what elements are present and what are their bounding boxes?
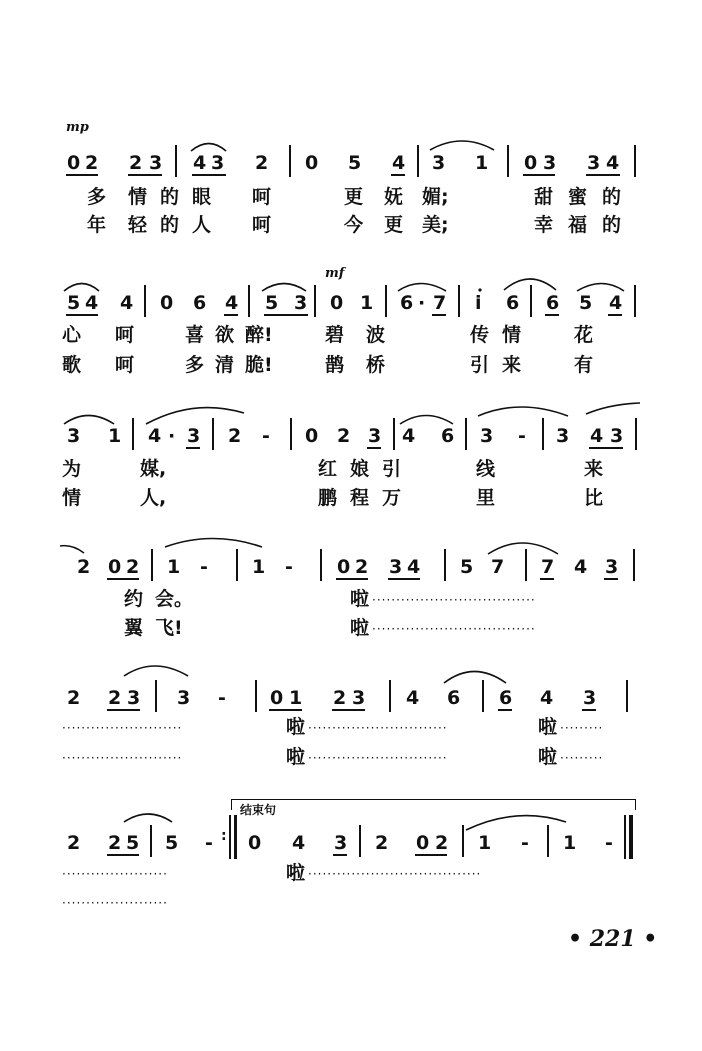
note: 5	[348, 152, 362, 174]
note: 1	[252, 556, 266, 578]
lyric: 醉!	[245, 324, 273, 346]
note: 4	[540, 687, 554, 709]
note: 0	[248, 832, 262, 854]
note: 3	[389, 556, 403, 578]
dynamic-mf: mf	[325, 266, 345, 281]
note: -	[218, 687, 226, 709]
note: 1	[475, 152, 489, 174]
melisma-dots: ····································	[308, 867, 482, 881]
ending-label: 结束句	[240, 803, 277, 817]
note: 1	[108, 425, 122, 447]
lyric: 歌	[62, 354, 82, 376]
lyric: 的	[602, 186, 622, 208]
note: 4	[606, 152, 620, 174]
note: 4	[406, 687, 420, 709]
note: 2	[77, 556, 91, 578]
lyric: 喜	[185, 324, 205, 346]
melisma-dots: ·····························	[308, 751, 448, 765]
note: 3	[211, 152, 225, 174]
melisma-dots: ·························	[62, 751, 183, 765]
note: 4	[193, 152, 207, 174]
lyric: 引	[470, 354, 490, 376]
lyric: 的	[160, 214, 180, 236]
slur	[466, 816, 566, 830]
lyric: 更	[344, 186, 364, 208]
lyric: 引	[382, 458, 402, 480]
note: 1	[167, 556, 181, 578]
lyric: 呵	[115, 354, 135, 376]
lyric: 呵	[252, 186, 272, 208]
note: 5	[165, 832, 179, 854]
note: 3	[610, 425, 624, 447]
lyric: 脆!	[245, 354, 273, 376]
note: -	[205, 832, 213, 854]
slur	[64, 416, 114, 425]
melisma-dots: ·························	[62, 721, 183, 735]
note: 7	[541, 556, 555, 578]
melisma-dots: ··································	[372, 593, 536, 607]
lyric: 里	[476, 487, 496, 509]
note: 7	[433, 292, 447, 314]
note: 3	[67, 425, 81, 447]
note: 4	[120, 292, 134, 314]
lyric: 线	[476, 458, 496, 480]
note: 6	[400, 292, 414, 314]
lyric: 为	[62, 458, 82, 480]
lyric: 鹏	[318, 487, 338, 509]
note: 3	[587, 152, 601, 174]
note: 4	[402, 425, 416, 447]
slur	[444, 672, 506, 684]
page-number: • 221 •	[568, 926, 658, 952]
slur	[478, 407, 568, 416]
lyric: 啦	[350, 588, 370, 610]
note: 6	[193, 292, 207, 314]
note: 1	[478, 832, 492, 854]
lyric: 情	[502, 324, 522, 346]
lyric: 比	[584, 487, 604, 509]
slur	[64, 284, 99, 292]
note: ·	[168, 425, 176, 447]
note: 2	[85, 152, 99, 174]
note: 0	[270, 687, 284, 709]
note: 0	[305, 425, 319, 447]
slur	[124, 814, 172, 822]
note: 0	[330, 292, 344, 314]
note: 4	[225, 292, 239, 314]
lyric: 娘	[350, 458, 370, 480]
note: 0	[305, 152, 319, 174]
note: 4	[609, 292, 623, 314]
repeat-dots: :	[221, 828, 227, 844]
note: 0	[108, 556, 122, 578]
note: 3	[480, 425, 494, 447]
note: 1	[289, 687, 303, 709]
note: 3	[432, 152, 446, 174]
lyric: 的	[160, 186, 180, 208]
note: 2	[67, 832, 81, 854]
note: 3	[543, 152, 557, 174]
note: 3	[187, 425, 201, 447]
lyric: 的	[602, 214, 622, 236]
lyric: 媚;	[422, 186, 449, 208]
lyric: 美;	[422, 214, 449, 236]
note: 6	[506, 292, 520, 314]
lyric: 更	[384, 214, 404, 236]
lyric: 花	[574, 324, 594, 346]
lyric: 甜	[534, 186, 554, 208]
note: 3	[556, 425, 570, 447]
slur	[191, 144, 226, 152]
note: -	[518, 425, 526, 447]
lyric: 波	[366, 324, 386, 346]
slur	[488, 543, 558, 554]
lyric: 啦	[538, 716, 558, 738]
tie	[60, 546, 84, 553]
lyric: 情	[62, 487, 82, 509]
slur	[262, 284, 306, 292]
note: -	[521, 832, 529, 854]
note: -	[262, 425, 270, 447]
slur	[124, 666, 188, 676]
note: 3	[127, 687, 141, 709]
melisma-dots: ······················	[62, 896, 168, 910]
note: 0	[160, 292, 174, 314]
note: 0	[524, 152, 538, 174]
lyric: 媒,	[140, 458, 167, 480]
slur	[165, 539, 262, 548]
lyric: 啦	[286, 716, 306, 738]
melisma-dots: ·········	[560, 751, 604, 765]
note: 6	[546, 292, 560, 314]
note: 2	[333, 687, 347, 709]
octave-dot	[478, 288, 481, 291]
lyric: 桥	[366, 354, 386, 376]
note: 3	[177, 687, 191, 709]
lyric: 妩	[384, 186, 404, 208]
note: 5	[67, 292, 81, 314]
lyric: 红	[318, 458, 338, 480]
lyric: 啦	[286, 862, 306, 884]
note: 2	[435, 832, 449, 854]
note: 2	[108, 832, 122, 854]
note: 3	[583, 687, 597, 709]
lyric: 啦	[286, 746, 306, 768]
slur	[400, 416, 453, 425]
note: 4	[590, 425, 604, 447]
slur	[577, 284, 624, 292]
note: 5	[126, 832, 140, 854]
dynamic-mp: mp	[66, 120, 89, 135]
lyric: 幸	[534, 214, 554, 236]
slur	[398, 284, 446, 292]
lyric: 呵	[115, 324, 135, 346]
note: 6	[441, 425, 455, 447]
lyric: 清	[215, 354, 235, 376]
note: 3	[605, 556, 619, 578]
lyric: 年	[87, 214, 107, 236]
lyric: 今	[344, 214, 364, 236]
lyric: 翼	[124, 617, 144, 639]
note: 7	[491, 556, 505, 578]
lyric: 呵	[252, 214, 272, 236]
lyric: 轻	[128, 214, 148, 236]
note: 5	[460, 556, 474, 578]
lyric: 碧	[325, 324, 345, 346]
lyric: 欲	[215, 324, 235, 346]
note: 2	[126, 556, 140, 578]
lyric: 程	[350, 487, 370, 509]
note: 0	[67, 152, 81, 174]
note: 2	[255, 152, 269, 174]
lyric: 情	[128, 186, 148, 208]
slur	[586, 403, 640, 414]
lyric: 啦	[350, 617, 370, 639]
lyric: 有	[574, 354, 594, 376]
melisma-dots: ·····························	[308, 721, 448, 735]
note: 3	[149, 152, 163, 174]
slur	[146, 408, 244, 424]
lyric: 蜜	[568, 186, 588, 208]
note: 1	[563, 832, 577, 854]
note: 2	[129, 152, 143, 174]
lyric: 万	[382, 487, 402, 509]
note: 3	[294, 292, 308, 314]
note: 4	[148, 425, 162, 447]
note: 3	[334, 832, 348, 854]
note: 6	[499, 687, 513, 709]
note: -	[605, 832, 613, 854]
lyric: 传	[470, 324, 490, 346]
note: -	[285, 556, 293, 578]
lyric: 约	[124, 588, 144, 610]
note: 2	[108, 687, 122, 709]
lyric: 多	[87, 186, 107, 208]
note: 5	[579, 292, 593, 314]
note: 3	[352, 687, 366, 709]
melisma-dots: ·········	[560, 721, 604, 735]
note: 4	[574, 556, 588, 578]
lyric: 多	[185, 354, 205, 376]
lyric: 鹊	[325, 354, 345, 376]
lyric: 人,	[140, 487, 167, 509]
note: 4	[85, 292, 99, 314]
note: ·	[418, 292, 426, 314]
lyric: 啦	[538, 746, 558, 768]
note: 6	[447, 687, 461, 709]
lyric: 来	[502, 354, 522, 376]
lyric: 心	[62, 324, 82, 346]
lyric: 人	[192, 214, 212, 236]
note: -	[200, 556, 208, 578]
note: 2	[67, 687, 81, 709]
lyric: 飞!	[155, 617, 183, 639]
note: i	[475, 292, 482, 314]
melisma-dots: ··································	[372, 622, 536, 636]
note: 4	[292, 832, 306, 854]
note: 0	[337, 556, 351, 578]
note: 2	[228, 425, 242, 447]
note: 3	[368, 425, 382, 447]
slur	[504, 279, 556, 290]
melisma-dots: ······················	[62, 867, 168, 881]
note: 4	[392, 152, 406, 174]
note: 2	[337, 425, 351, 447]
slur	[430, 141, 494, 150]
lyric: 福	[568, 214, 588, 236]
lyric: 会。	[155, 588, 194, 610]
note: 1	[360, 292, 374, 314]
note: 4	[407, 556, 421, 578]
lyric: 来	[584, 458, 604, 480]
lyric: 眼	[192, 186, 212, 208]
note: 5	[265, 292, 279, 314]
note: 2	[355, 556, 369, 578]
note: 2	[375, 832, 389, 854]
note: 0	[416, 832, 430, 854]
